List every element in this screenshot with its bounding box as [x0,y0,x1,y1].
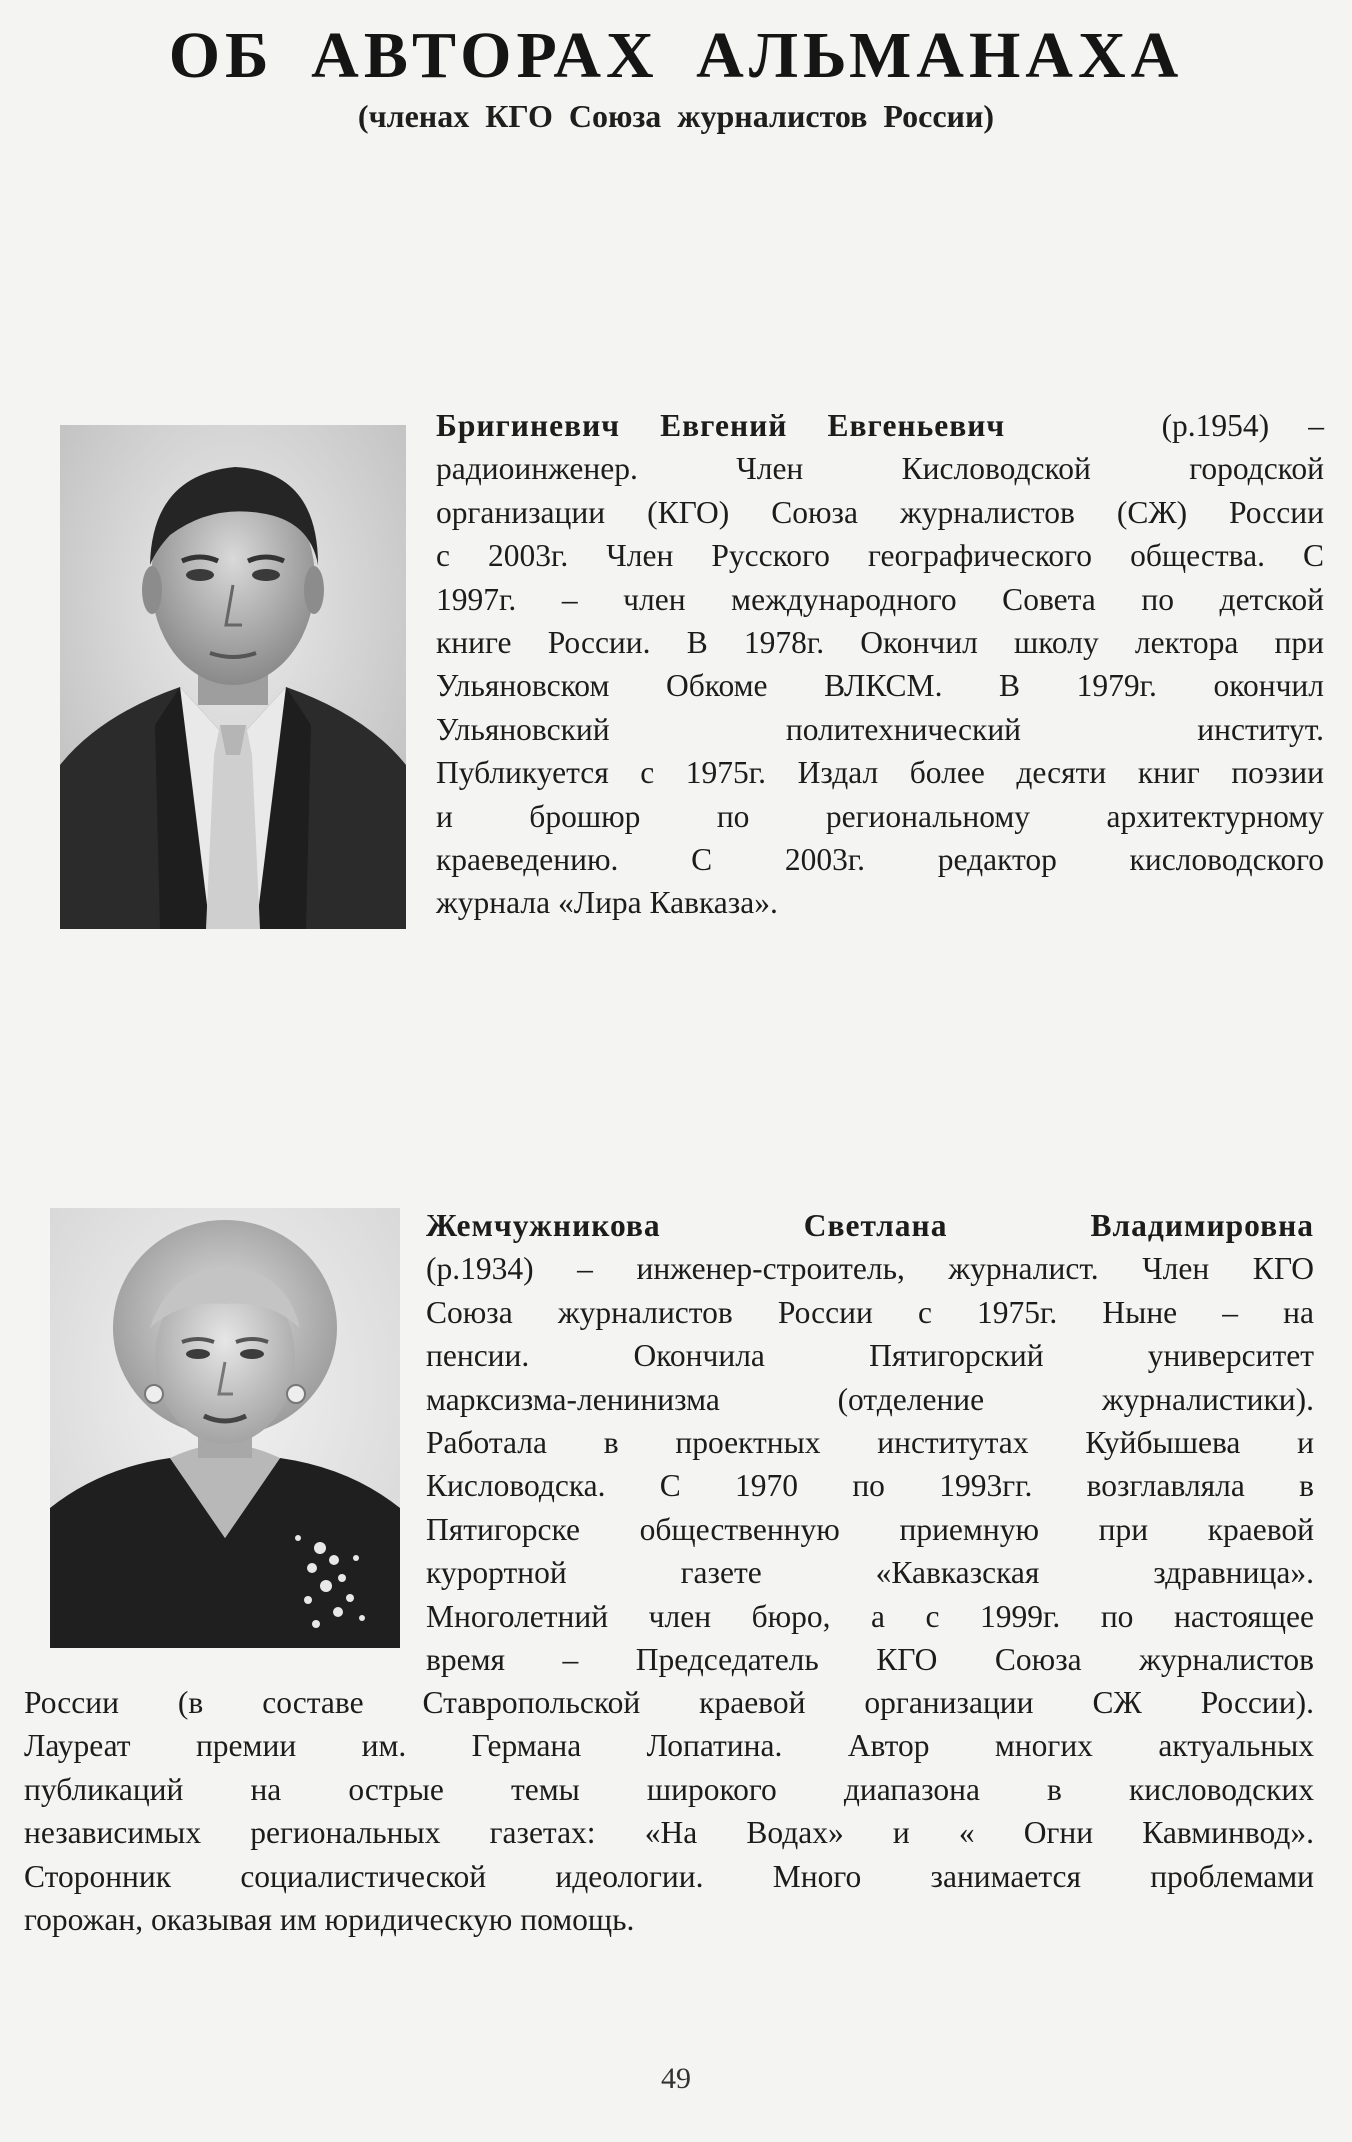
author-bio-brigynevich [436,404,1324,925]
author-name: Жемчужникова Светлана Владимировна [426,1208,1314,1243]
author-name: Бригиневич Евгений Евгеньевич [436,408,1006,443]
bio-line: 1997г. – член международного Совета по детской [436,581,1324,617]
bio-line: публикаций на острые темы широкого диапазона в кисловодских [24,1771,1314,1807]
bio-line: организации (КГО) Союза журналистов (СЖ) России [436,494,1324,530]
bio-line: с 2003г. Член Русского географического общества. С [436,538,1324,574]
bio-line: Сторонник социалистической идеологии. Много занимается проблемами [24,1858,1314,1894]
bio-line: Пятигорске общественную приемную при краевой [426,1511,1314,1547]
author-bio-zhemchuzhnikova-continued [24,1681,1314,1941]
bio-line: курортной газете «Кавказская здравница». [426,1555,1314,1591]
bio-line: марксизма-ленинизма (отделение журналистики). [426,1381,1314,1417]
bio-line: Работала в проектных институтах Куйбышева и [426,1425,1314,1461]
bio-line: независимых региональных газетах: «На Водах» и « Огни Кавминвод». [24,1815,1314,1851]
author-name-line [426,1204,1314,1247]
bio-line: Ульяновском Обкоме ВЛКСМ. В 1979г. окончил [436,668,1324,704]
bio-line: России (в составе Ставропольской краевой организации СЖ России). [24,1685,1314,1720]
bio-line: Лауреат премии им. Германа Лопатина. Автор многих актуальных [24,1728,1314,1764]
bio-line: книге России. В 1978г. Окончил школу лектора при [436,625,1324,661]
bio-line: Бригиневич Евгений Евгеньевич (р.1954) – [436,408,1325,443]
bio-line: Публикуется с 1975г. Издал более десяти книг поэзии [436,755,1324,791]
bio-line: и брошюр по региональному архитектурному [436,798,1324,834]
author-photo-zhemchuzhnikova [50,1208,400,1648]
bio-line: Многолетний член бюро, а с 1999г. по настоящее [426,1598,1314,1634]
bio-line: радиоинженер. Член Кисловодской городской [436,451,1324,487]
author-photo-brigynevich [60,425,406,929]
bio-line: (р.1934) – инженер-строитель, журналист. Член КГО [426,1251,1314,1287]
bio-line: краеведению. С 2003г. редактор кисловодского [436,842,1324,878]
bio-line: Ульяновский политехнический институт. [436,711,1324,747]
bio-line: время – Председатель КГО Союза журналистов [426,1642,1314,1678]
bio-line: Союза журналистов России с 1975г. Ныне – на [426,1294,1314,1330]
bio-line: горожан, оказывая им юридическую помощь. [24,1902,635,1938]
page-number: 49 [661,2062,691,2095]
page-title: ОБ АВТОРАХ АЛЬМАНАХА [168,19,1184,92]
author-bio-zhemchuzhnikova [426,1204,1314,1681]
bio-line: журнала «Лира Кавказа». [436,885,778,921]
bio-line: пенсии. Окончила Пятигорский университет [426,1338,1314,1374]
bio-line: Кисловодска. С 1970 по 1993гг. возглавляла в [426,1468,1314,1504]
page-subtitle: (членах КГО Союза журналистов России) [357,98,995,134]
